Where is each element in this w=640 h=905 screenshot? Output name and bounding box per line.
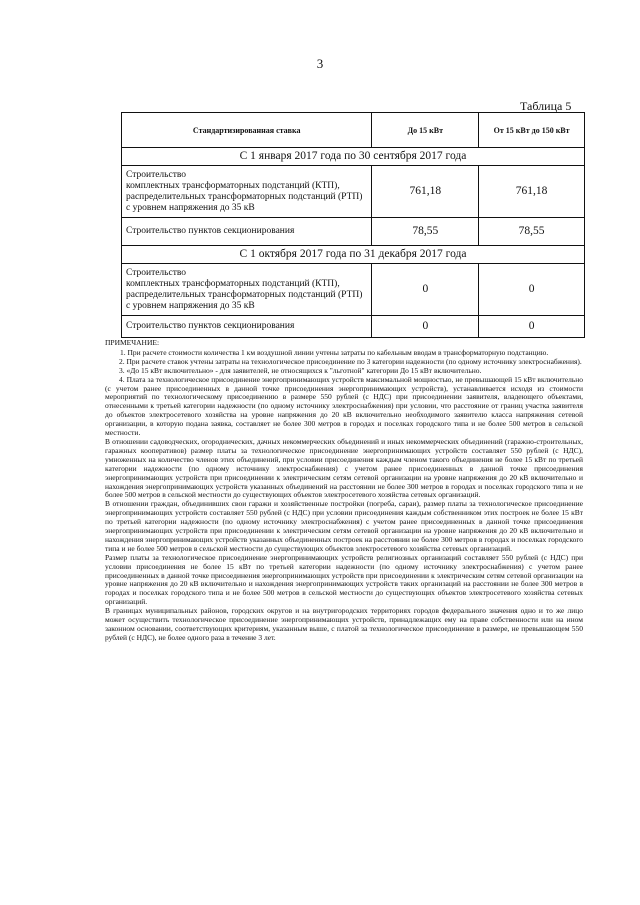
note-2: 2. При расчете ставок учтены затраты на технологическое присоединение по 3 категории надежности (по одному источнику электроснабжения). xyxy=(119,356,582,366)
table-row xyxy=(122,166,585,218)
row-name: Строительство комплектных трансформаторных подстанций (КТП), распределительных трансформаторных подстанций (РТП) с уровнем напряжения до 35 кВ xyxy=(122,166,372,218)
note-3: 3. «До 15 кВт включительно» - для заявителей, не относящихся к "льготной" категории До 15 кВт включительно. xyxy=(119,365,482,375)
row-value-15-to-150: 78,55 xyxy=(479,218,585,246)
row-value-15-to-150: 0 xyxy=(479,264,585,316)
note-paragraph-territory: В границах муниципальных районов, городских округов и на внутригородских территориях городов федерального значения одно и то же лицо может осуществить технологическое присоединение энергопринимающих устройств, принадлежащих ему на праве собственности или на ином законном основании, соответствующих критериям, указанным выше, с платой за технологическое присоединение в размере, не превышающем 550 рублей (с НДС), не более одного раза в течение 3 лет. xyxy=(105,606,583,642)
header-15-to-150: От 15 кВт до 150 кВт xyxy=(479,113,585,148)
row-value-up-to-15: 0 xyxy=(372,264,479,316)
row-value-15-to-150: 0 xyxy=(479,316,585,338)
period-row xyxy=(122,246,585,264)
row-value-up-to-15: 761,18 xyxy=(372,166,479,218)
notes-heading: ПРИМЕЧАНИЕ: xyxy=(105,338,160,347)
note-1: 1. При расчете стоимости количества 1 км воздушной линии учтены затраты по кабельным вводам в трансформаторную подстанцию. xyxy=(120,347,549,357)
page-number: 3 xyxy=(316,56,324,71)
header-rate: Стандартизированная ставка xyxy=(122,113,372,148)
note-paragraph-religious: Размер платы за технологическое присоединение энергопринимающих устройств религиозных организаций составляет 550 рублей (с НДС) при условии присоединения не более 15 кВт по третьей категории надежности (по одному источнику электроснабжения) с учетом ранее присоединенных в данной точке присоединения энергопринимающих устройств при присоединении к электрическим сетям сетевой организации на уровне напряжения до 20 кВ включительно и нахождения энергопринимающих устройств таких организаций на расстоянии не более 300 метров в городах и поселках городского типа и не более 500 метров в сельской местности до существующих объектов электросетевого хозяйства сетевых организаций. xyxy=(105,552,583,607)
row-name: Строительство комплектных трансформаторных подстанций (КТП), распределительных трансформаторных подстанций (РТП) с уровнем напряжения до 35 кВ xyxy=(122,264,372,316)
rates-table xyxy=(121,112,585,338)
table-row xyxy=(122,264,585,316)
row-value-up-to-15: 78,55 xyxy=(372,218,479,246)
row-value-15-to-150: 761,18 xyxy=(479,166,585,218)
table-header-row xyxy=(122,113,585,148)
note-paragraph-garages: В отношении граждан, объединивших свои гаражи и хозяйственные постройки (погреба, сараи), размер платы за технологическое присоединение энергопринимающих устройств составляет 550 рублей (с НДС) при условии присоединения каждым собственником этих построек не более 15 кВт по третьей категории надежности (по одному источнику электроснабжения) с учетом ранее присоединенных в данной точке присоединения энергопринимающих устройств при присоединении к электрическим сетям сетевой организации на уровне напряжения до 20 кВ включительно и нахождения энергопринимающих устройств указанных объединенных построек на расстоянии не более 300 метров в городах и поселках городского типа и не более 500 метров в сельской местности до существующих объектов электросетевого хозяйства сетевых организаций. xyxy=(105,499,583,553)
row-name: Строительство пунктов секционирования xyxy=(122,218,372,246)
header-up-to-15: До 15 кВт xyxy=(372,113,479,148)
row-name: Строительство пунктов секционирования xyxy=(122,316,372,338)
period-title: С 1 октября 2017 года по 31 декабря 2017 года xyxy=(122,246,585,264)
note-4: 4. Плата за технологическое присоединение энергопринимающих устройств максимальной мощностью, не превышающей 15 кВт включительно (с учетом ранее присоединенных в данной точке присоединения энергопринимающих устройств), устанавливается исходя из стоимости мероприятий по технологическому присоединению в размере 550 рублей (с НДС) при присоединении заявителя, владеющего объектами, отнесенными к третьей категории надежности (по одному источнику электроснабжения) при условии, что расстояние от границ участка заявителя до объектов электросетевого хозяйства на уровне напряжения до 20 кВ включительно необходимого заявителю класса напряжения сетевой организации, в которую подана заявка, составляет не более 300 метров в городах и поселках городского типа и не более 500 метров в сельской местности. xyxy=(105,374,583,438)
table-row xyxy=(122,218,585,246)
period-title: С 1 января 2017 года по 30 сентября 2017 года xyxy=(122,148,585,166)
notes-section xyxy=(105,339,583,643)
table-row xyxy=(122,316,585,338)
period-row xyxy=(122,148,585,166)
table-label: Таблица 5 xyxy=(520,99,572,113)
note-paragraph-snt: В отношении садоводческих, огороднических, дачных некоммерческих объединений и иных некоммерческих объединений (гаражно-строительных, гаражных кооперативов) размер платы за технологическое присоединение энергопринимающих устройств составляет 550 рублей (с НДС), умноженных на количество членов этих объединений, при условии присоединения каждым членом такого объединения не более 15 кВт по третьей категории надежности (по одному источнику электроснабжения) с учетом ранее присоединенных в данной точке присоединения энергопринимающих устройств при присоединении к электрическим сетям сетевой организации на уровне напряжения до 20 кВ включительно и нахождения энергопринимающих устройств указанных объединений на расстоянии не более 300 метров в городах и поселках городского типа и не более 500 метров в сельской местности до существующих объектов электросетевого хозяйства сетевых организаций. xyxy=(105,436,583,500)
row-value-up-to-15: 0 xyxy=(372,316,479,338)
